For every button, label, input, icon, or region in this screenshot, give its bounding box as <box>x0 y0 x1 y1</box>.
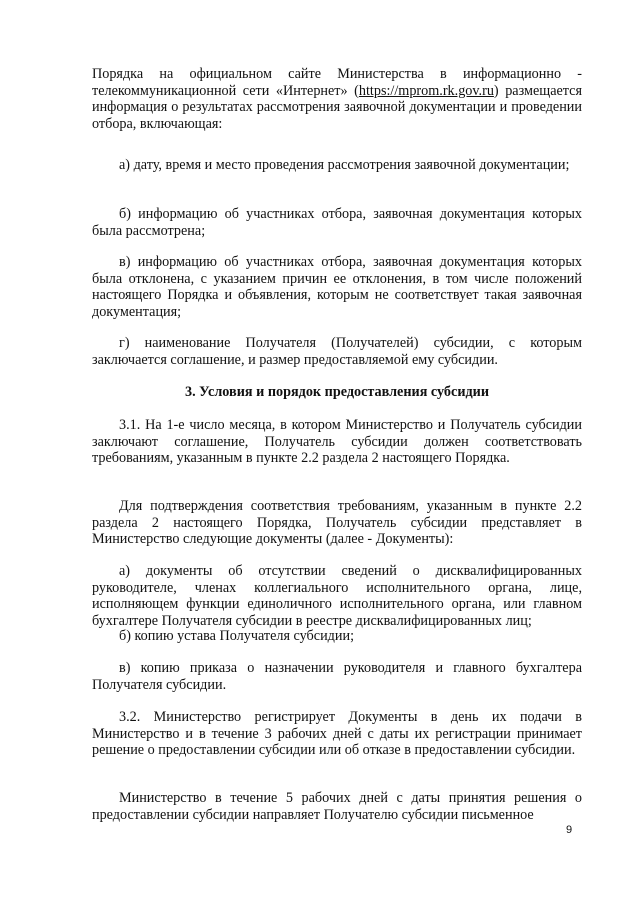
intro-text-before-link: Порядка на официальном сайте Министерства в информационно - телекоммуникационной сети «Интернет» ( <box>92 66 582 99</box>
paragraph-documents-intro: Для подтверждения соответствия требованиям, указанным в пункте 2.2 раздела 2 настоящего Порядка, Получатель субсидии представляет в Министерство следующие документы (далее - Документы): <box>92 498 582 547</box>
paragraph-3-2: 3.2. Министерство регистрирует Документы в день их подачи в Министерство и в течение 3 рабочих дней с даты их регистрации принимает решение о предоставлении субсидии или об отказе в предоставлении субсидии. <box>92 709 582 758</box>
documents-item-v: в) копию приказа о назначении руководителя и главного бухгалтера Получателя субсидии. <box>92 660 582 693</box>
documents-item-b: б) копию устава Получателя субсидии; <box>119 628 355 644</box>
documents-item-a: а) документы об отсутствии сведений о дисквалифицированных руководителе, членах коллегиального исполнительного органа, лице, исполняющем функции единоличного исполнительного органа, или главном бухгалтере Получателя субсидии в реестре дисквалифицированных лиц; <box>92 563 582 629</box>
paragraph-decision-notice: Министерство в течение 5 рабочих дней с даты принятия решения о предоставлении субсидии направляет Получателю субсидии письменное <box>92 790 582 823</box>
list-item-b: б) информацию об участниках отбора, заявочная документация которых была рассмотрена; <box>92 206 582 239</box>
list-item-a: а) дату, время и место проведения рассмотрения заявочной документации; <box>119 157 570 173</box>
intro-text-after-link: ) размещается информация о результатах рассмотрения заявочной документации и проведении отбора, включающая: <box>92 82 582 132</box>
paragraph-3-1: 3.1. На 1-е число месяца, в котором Министерство и Получатель субсидии заключают соглашение, Получатель субсидии должен соответствовать требованиям, указанным в пункте 2.2 раздела 2 настоящего Порядка. <box>92 417 582 466</box>
page-number: 9 <box>566 824 573 836</box>
intro-paragraph <box>92 66 582 132</box>
list-item-v: в) информацию об участниках отбора, заявочная документация которых была отклонена, с указанием причин ее отклонения, в том числе положений настоящего Порядка и объявления, которым не соответствует такая заявочная документация; <box>92 254 582 320</box>
section-heading: 3. Условия и порядок предоставления субсидии <box>184 384 490 400</box>
ministry-website-link[interactable]: https://mprom.rk.gov.ru <box>358 82 494 99</box>
list-item-g: г) наименование Получателя (Получателей) субсидии, с которым заключается соглашение, и размер предоставляемой ему субсидии. <box>92 335 582 368</box>
